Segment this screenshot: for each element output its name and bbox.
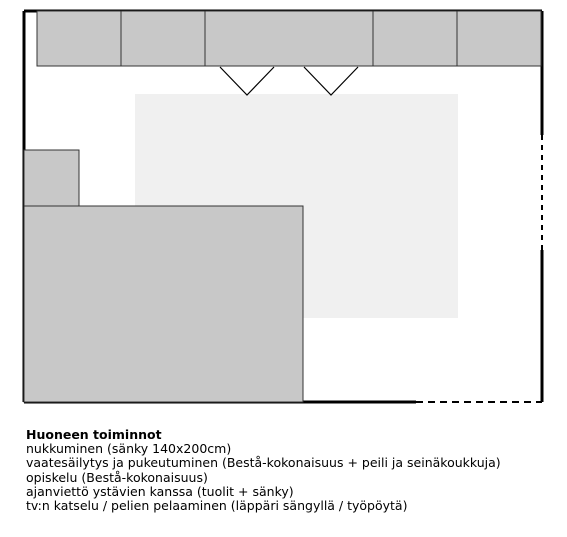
besta-unit-4 (373, 11, 457, 66)
room-functions-legend (26, 428, 556, 513)
legend-item-clothing-storage: vaatesäilytys ja pukeutuminen (Bestå-kokonaisuus + peili ja seinäkoukkuja) (26, 455, 501, 471)
chairs (220, 67, 358, 95)
besta-unit-3 (205, 11, 373, 66)
legend-item-studying: opiskelu (Bestå-kokonaisuus) (26, 469, 208, 485)
besta-unit-5 (457, 11, 541, 66)
legend-item-tv-gaming: tv:n katselu / pelien pelaaminen (läppäri sängyllä / työpöytä) (26, 498, 408, 514)
nightstand (24, 150, 79, 206)
chair-2 (304, 67, 358, 95)
legend-list (26, 442, 556, 513)
bed (24, 206, 303, 402)
legend-item-sleeping: nukkuminen (sänky 140x200cm) (26, 441, 232, 457)
besta-units-top (37, 11, 541, 66)
chair-1 (220, 67, 274, 95)
legend-item-socializing: ajanviettö ystävien kanssa (tuolit + sänky) (26, 483, 294, 499)
besta-unit-2 (121, 11, 205, 66)
legend-title: Huoneen toiminnot (26, 427, 162, 442)
besta-unit-1 (37, 11, 121, 66)
